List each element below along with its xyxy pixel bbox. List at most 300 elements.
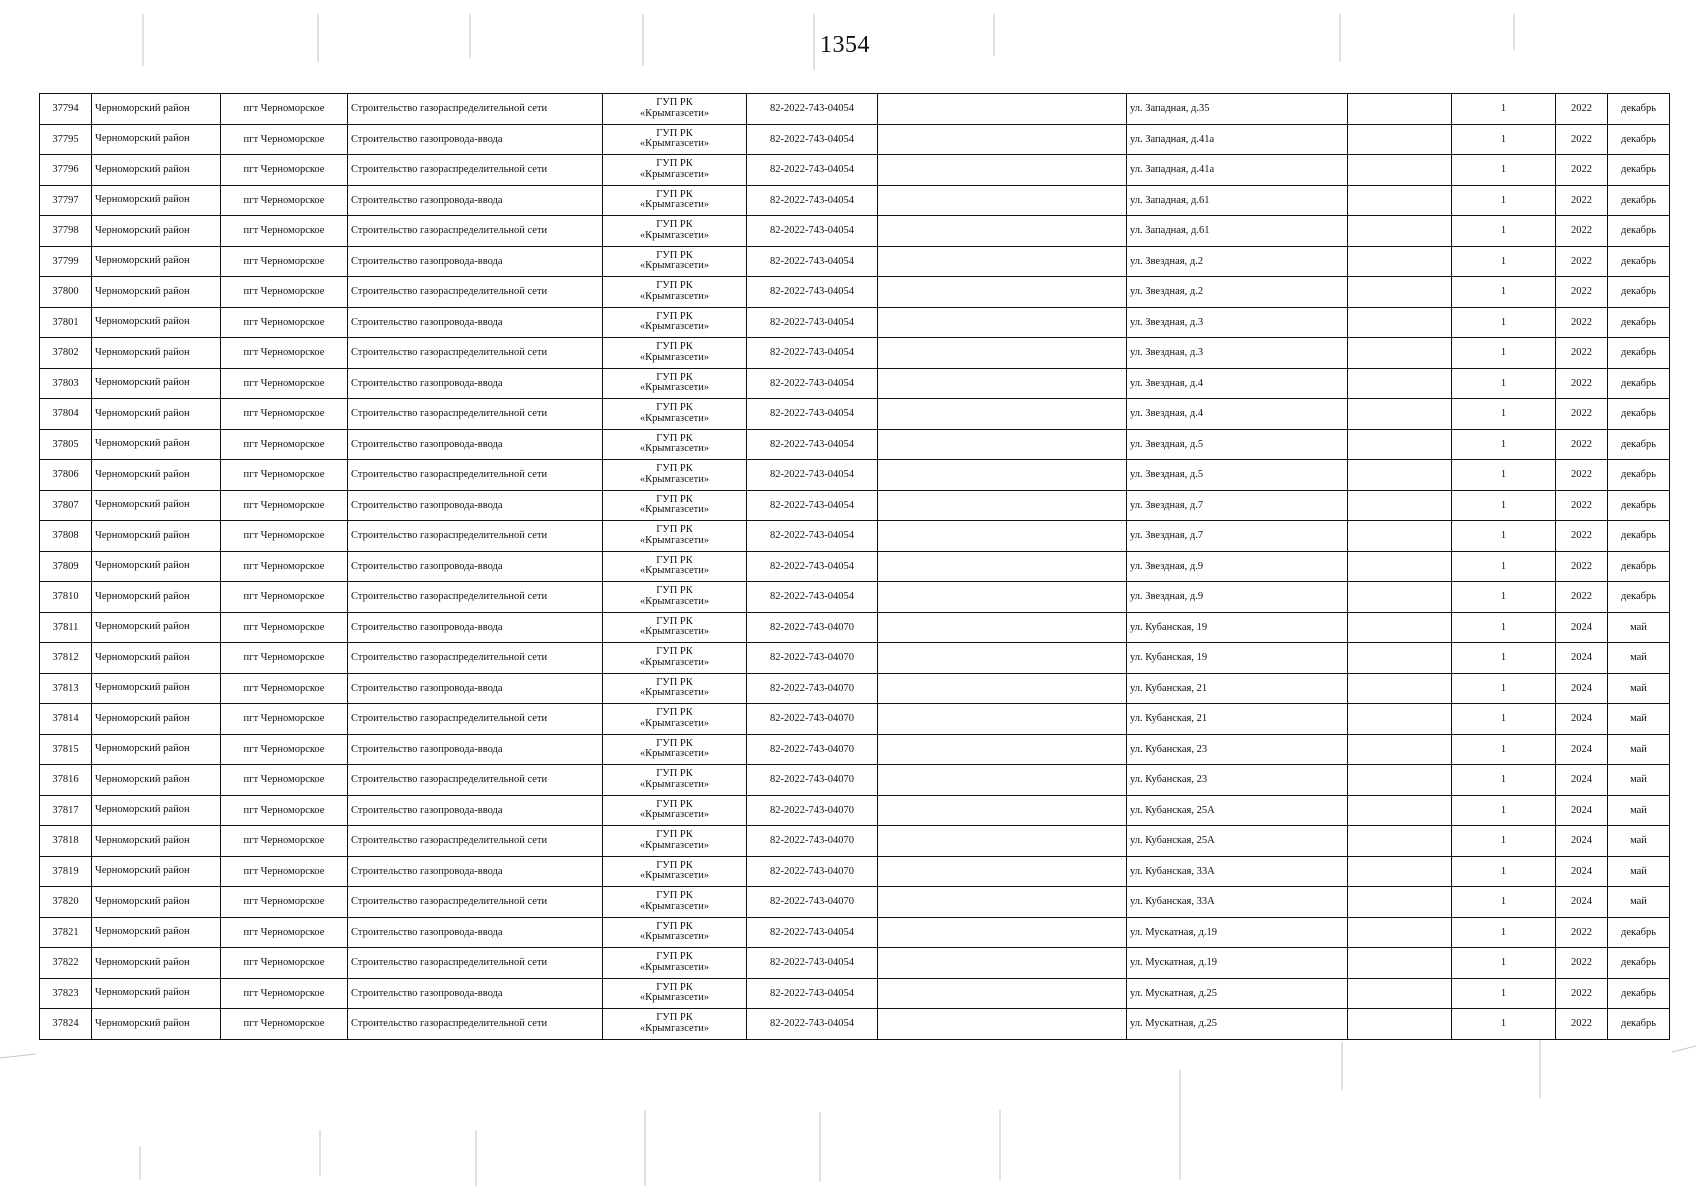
year-cell: 2024: [1556, 704, 1608, 735]
district-cell: Черноморский район: [92, 795, 221, 826]
month-cell: декабрь: [1608, 582, 1670, 613]
row-number-cell: 37816: [40, 765, 92, 796]
month-cell: декабрь: [1608, 216, 1670, 247]
settlement-cell: пгт Черноморское: [221, 551, 348, 582]
organization-line-1: ГУП РК: [656, 310, 693, 322]
empty-cell: [878, 856, 1127, 887]
organization-line-2: «Крымгазсети»: [639, 992, 710, 1004]
year-cell: 2022: [1556, 94, 1608, 125]
organization-line-2: «Крымгазсети»: [639, 473, 710, 485]
table-row: [40, 704, 1670, 735]
organization-line-1: ГУП РК: [656, 859, 693, 871]
address-cell: ул. Звездная, д.3: [1127, 307, 1348, 338]
row-number-cell: 37797: [40, 185, 92, 216]
organization-line-1: ГУП РК: [656, 341, 693, 353]
empty-cell: [1348, 856, 1452, 887]
empty-cell: [1348, 612, 1452, 643]
registry-body: [40, 94, 1670, 1040]
row-number-cell: 37795: [40, 124, 92, 155]
program-code-cell: 82-2022-743-04054: [747, 490, 878, 521]
organization-cell: [603, 795, 747, 826]
organization-line-1: ГУП РК: [656, 97, 693, 109]
organization-line-1: ГУП РК: [656, 737, 693, 749]
address-cell: ул. Кубанская, 23: [1127, 734, 1348, 765]
empty-cell: [1348, 155, 1452, 186]
row-number-cell: 37805: [40, 429, 92, 460]
address-cell: ул. Кубанская, 25А: [1127, 795, 1348, 826]
organization-line-1: ГУП РК: [656, 463, 693, 475]
address-cell: ул. Западная, д.35: [1127, 94, 1348, 125]
organization-line-1: ГУП РК: [656, 585, 693, 597]
settlement-cell: пгт Черноморское: [221, 94, 348, 125]
quantity-cell: 1: [1452, 429, 1556, 460]
empty-cell: [1348, 917, 1452, 948]
organization-line-1: ГУП РК: [656, 432, 693, 444]
organization-line-1: ГУП РК: [656, 920, 693, 932]
settlement-cell: пгт Черноморское: [221, 612, 348, 643]
program-code-cell: 82-2022-743-04070: [747, 673, 878, 704]
empty-cell: [1348, 978, 1452, 1009]
organization-line-2: «Крымгазсети»: [639, 107, 710, 119]
district-cell: Черноморский район: [92, 765, 221, 796]
empty-cell: [1348, 307, 1452, 338]
quantity-cell: 1: [1452, 734, 1556, 765]
month-cell: декабрь: [1608, 94, 1670, 125]
empty-cell: [878, 673, 1127, 704]
district-cell: Черноморский район: [92, 643, 221, 674]
work-type-cell: Строительство газопровода-ввода: [348, 551, 603, 582]
month-cell: май: [1608, 887, 1670, 918]
address-cell: ул. Звездная, д.7: [1127, 490, 1348, 521]
program-code-cell: 82-2022-743-04054: [747, 338, 878, 369]
district-cell: Черноморский район: [92, 94, 221, 125]
empty-cell: [1348, 216, 1452, 247]
empty-cell: [878, 124, 1127, 155]
row-number-cell: 37803: [40, 368, 92, 399]
organization-line-1: ГУП РК: [656, 524, 693, 536]
work-type-cell: Строительство газопровода-ввода: [348, 795, 603, 826]
work-type-cell: Строительство газопровода-ввода: [348, 856, 603, 887]
table-row: [40, 521, 1670, 552]
work-type-cell: Строительство газораспределительной сети: [348, 765, 603, 796]
quantity-cell: 1: [1452, 155, 1556, 186]
district-cell: Черноморский район: [92, 521, 221, 552]
table-row: [40, 216, 1670, 247]
organization-line-2: «Крымгазсети»: [639, 504, 710, 516]
table-row: [40, 643, 1670, 674]
month-cell: декабрь: [1608, 307, 1670, 338]
year-cell: 2022: [1556, 582, 1608, 613]
organization-line-1: ГУП РК: [656, 646, 693, 658]
empty-cell: [878, 399, 1127, 430]
row-number-cell: 37798: [40, 216, 92, 247]
empty-cell: [1348, 521, 1452, 552]
empty-cell: [878, 887, 1127, 918]
district-cell: Черноморский район: [92, 216, 221, 247]
organization-line-2: «Крымгазсети»: [639, 626, 710, 638]
organization-cell: [603, 612, 747, 643]
organization-line-2: «Крымгазсети»: [639, 321, 710, 333]
district-cell: Черноморский район: [92, 917, 221, 948]
empty-cell: [878, 734, 1127, 765]
year-cell: 2022: [1556, 978, 1608, 1009]
district-cell: Черноморский район: [92, 155, 221, 186]
table-row: [40, 460, 1670, 491]
district-cell: Черноморский район: [92, 246, 221, 277]
empty-cell: [878, 917, 1127, 948]
quantity-cell: 1: [1452, 917, 1556, 948]
empty-cell: [878, 460, 1127, 491]
program-code-cell: 82-2022-743-04054: [747, 277, 878, 308]
work-type-cell: Строительство газопровода-ввода: [348, 124, 603, 155]
quantity-cell: 1: [1452, 460, 1556, 491]
quantity-cell: 1: [1452, 246, 1556, 277]
organization-line-1: ГУП РК: [656, 219, 693, 231]
district-cell: Черноморский район: [92, 490, 221, 521]
organization-line-2: «Крымгазсети»: [639, 687, 710, 699]
month-cell: декабрь: [1608, 338, 1670, 369]
empty-cell: [1348, 399, 1452, 430]
quantity-cell: 1: [1452, 94, 1556, 125]
organization-cell: [603, 643, 747, 674]
year-cell: 2022: [1556, 277, 1608, 308]
month-cell: май: [1608, 826, 1670, 857]
month-cell: декабрь: [1608, 917, 1670, 948]
row-number-cell: 37804: [40, 399, 92, 430]
month-cell: май: [1608, 704, 1670, 735]
settlement-cell: пгт Черноморское: [221, 917, 348, 948]
district-cell: Черноморский район: [92, 948, 221, 979]
quantity-cell: 1: [1452, 826, 1556, 857]
table-row: [40, 155, 1670, 186]
organization-cell: [603, 124, 747, 155]
organization-line-1: ГУП РК: [656, 402, 693, 414]
address-cell: ул. Мускатная, д.25: [1127, 978, 1348, 1009]
empty-cell: [1348, 582, 1452, 613]
district-cell: Черноморский район: [92, 277, 221, 308]
empty-cell: [878, 795, 1127, 826]
table-row: [40, 826, 1670, 857]
program-code-cell: 82-2022-743-04054: [747, 917, 878, 948]
month-cell: декабрь: [1608, 429, 1670, 460]
organization-line-1: ГУП РК: [656, 981, 693, 993]
row-number-cell: 37801: [40, 307, 92, 338]
empty-cell: [878, 1009, 1127, 1040]
settlement-cell: пгт Черноморское: [221, 826, 348, 857]
organization-line-1: ГУП РК: [656, 829, 693, 841]
district-cell: Черноморский район: [92, 826, 221, 857]
address-cell: ул. Кубанская, 19: [1127, 643, 1348, 674]
organization-line-2: «Крымгазсети»: [639, 778, 710, 790]
program-code-cell: 82-2022-743-04070: [747, 826, 878, 857]
table-row: [40, 429, 1670, 460]
organization-cell: [603, 1009, 747, 1040]
year-cell: 2022: [1556, 948, 1608, 979]
row-number-cell: 37811: [40, 612, 92, 643]
year-cell: 2022: [1556, 246, 1608, 277]
work-type-cell: Строительство газораспределительной сети: [348, 582, 603, 613]
row-number-cell: 37819: [40, 856, 92, 887]
settlement-cell: пгт Черноморское: [221, 216, 348, 247]
settlement-cell: пгт Черноморское: [221, 978, 348, 1009]
organization-line-2: «Крымгазсети»: [639, 961, 710, 973]
work-type-cell: Строительство газопровода-ввода: [348, 917, 603, 948]
empty-cell: [878, 978, 1127, 1009]
organization-cell: [603, 460, 747, 491]
table-row: [40, 856, 1670, 887]
organization-line-2: «Крымгазсети»: [639, 931, 710, 943]
settlement-cell: пгт Черноморское: [221, 399, 348, 430]
quantity-cell: 1: [1452, 124, 1556, 155]
row-number-cell: 37820: [40, 887, 92, 918]
work-type-cell: Строительство газораспределительной сети: [348, 94, 603, 125]
year-cell: 2022: [1556, 551, 1608, 582]
settlement-cell: пгт Черноморское: [221, 185, 348, 216]
year-cell: 2022: [1556, 216, 1608, 247]
program-code-cell: 82-2022-743-04070: [747, 704, 878, 735]
row-number-cell: 37812: [40, 643, 92, 674]
work-type-cell: Строительство газопровода-ввода: [348, 185, 603, 216]
month-cell: май: [1608, 765, 1670, 796]
district-cell: Черноморский район: [92, 673, 221, 704]
organization-line-2: «Крымгазсети»: [639, 168, 710, 180]
organization-cell: [603, 917, 747, 948]
district-cell: Черноморский район: [92, 399, 221, 430]
year-cell: 2022: [1556, 521, 1608, 552]
organization-line-2: «Крымгазсети»: [639, 900, 710, 912]
address-cell: ул. Звездная, д.9: [1127, 551, 1348, 582]
organization-line-2: «Крымгазсети»: [639, 1022, 710, 1034]
program-code-cell: 82-2022-743-04054: [747, 948, 878, 979]
organization-line-1: ГУП РК: [656, 768, 693, 780]
address-cell: ул. Кубанская, 33А: [1127, 856, 1348, 887]
organization-line-1: ГУП РК: [656, 554, 693, 566]
month-cell: май: [1608, 734, 1670, 765]
address-cell: ул. Кубанская, 23: [1127, 765, 1348, 796]
row-number-cell: 37810: [40, 582, 92, 613]
row-number-cell: 37802: [40, 338, 92, 369]
address-cell: ул. Звездная, д.5: [1127, 429, 1348, 460]
empty-cell: [1348, 277, 1452, 308]
settlement-cell: пгт Черноморское: [221, 582, 348, 613]
settlement-cell: пгт Черноморское: [221, 521, 348, 552]
table-row: [40, 94, 1670, 125]
row-number-cell: 37809: [40, 551, 92, 582]
organization-line-1: ГУП РК: [656, 798, 693, 810]
empty-cell: [878, 521, 1127, 552]
program-code-cell: 82-2022-743-04054: [747, 94, 878, 125]
program-code-cell: 82-2022-743-04070: [747, 856, 878, 887]
row-number-cell: 37800: [40, 277, 92, 308]
row-number-cell: 37794: [40, 94, 92, 125]
organization-line-2: «Крымгазсети»: [639, 656, 710, 668]
year-cell: 2024: [1556, 612, 1608, 643]
table-row: [40, 551, 1670, 582]
empty-cell: [878, 307, 1127, 338]
year-cell: 2022: [1556, 399, 1608, 430]
settlement-cell: пгт Черноморское: [221, 307, 348, 338]
district-cell: Черноморский район: [92, 368, 221, 399]
empty-cell: [878, 429, 1127, 460]
work-type-cell: Строительство газораспределительной сети: [348, 216, 603, 247]
row-number-cell: 37822: [40, 948, 92, 979]
program-code-cell: 82-2022-743-04054: [747, 307, 878, 338]
settlement-cell: пгт Черноморское: [221, 887, 348, 918]
organization-line-2: «Крымгазсети»: [639, 290, 710, 302]
organization-cell: [603, 887, 747, 918]
empty-cell: [1348, 246, 1452, 277]
row-number-cell: 37806: [40, 460, 92, 491]
district-cell: Черноморский район: [92, 704, 221, 735]
settlement-cell: пгт Черноморское: [221, 429, 348, 460]
program-code-cell: 82-2022-743-04054: [747, 429, 878, 460]
row-number-cell: 37814: [40, 704, 92, 735]
settlement-cell: пгт Черноморское: [221, 490, 348, 521]
district-cell: Черноморский район: [92, 460, 221, 491]
settlement-cell: пгт Черноморское: [221, 277, 348, 308]
year-cell: 2024: [1556, 795, 1608, 826]
organization-line-1: ГУП РК: [656, 493, 693, 505]
organization-line-2: «Крымгазсети»: [639, 534, 710, 546]
program-code-cell: 82-2022-743-04070: [747, 612, 878, 643]
organization-line-1: ГУП РК: [656, 615, 693, 627]
organization-cell: [603, 521, 747, 552]
district-cell: Черноморский район: [92, 338, 221, 369]
table-row: [40, 795, 1670, 826]
address-cell: ул. Мускатная, д.19: [1127, 917, 1348, 948]
organization-cell: [603, 246, 747, 277]
organization-line-2: «Крымгазсети»: [639, 870, 710, 882]
settlement-cell: пгт Черноморское: [221, 643, 348, 674]
work-type-cell: Строительство газопровода-ввода: [348, 673, 603, 704]
address-cell: ул. Звездная, д.3: [1127, 338, 1348, 369]
quantity-cell: 1: [1452, 978, 1556, 1009]
row-number-cell: 37799: [40, 246, 92, 277]
quantity-cell: 1: [1452, 216, 1556, 247]
table-row: [40, 338, 1670, 369]
month-cell: декабрь: [1608, 124, 1670, 155]
empty-cell: [878, 155, 1127, 186]
district-cell: Черноморский район: [92, 887, 221, 918]
row-number-cell: 37807: [40, 490, 92, 521]
empty-cell: [878, 246, 1127, 277]
organization-line-2: «Крымгазсети»: [639, 717, 710, 729]
table-row: [40, 887, 1670, 918]
table-row: [40, 490, 1670, 521]
quantity-cell: 1: [1452, 795, 1556, 826]
month-cell: декабрь: [1608, 551, 1670, 582]
year-cell: 2022: [1556, 490, 1608, 521]
year-cell: 2022: [1556, 338, 1608, 369]
empty-cell: [1348, 124, 1452, 155]
empty-cell: [878, 765, 1127, 796]
page-number: 1354: [820, 32, 870, 58]
work-type-cell: Строительство газораспределительной сети: [348, 643, 603, 674]
work-type-cell: Строительство газораспределительной сети: [348, 460, 603, 491]
month-cell: май: [1608, 795, 1670, 826]
work-type-cell: Строительство газопровода-ввода: [348, 307, 603, 338]
quantity-cell: 1: [1452, 551, 1556, 582]
address-cell: ул. Звездная, д.2: [1127, 277, 1348, 308]
organization-cell: [603, 94, 747, 125]
address-cell: ул. Кубанская, 21: [1127, 704, 1348, 735]
program-code-cell: 82-2022-743-04054: [747, 155, 878, 186]
year-cell: 2024: [1556, 643, 1608, 674]
address-cell: ул. Звездная, д.4: [1127, 399, 1348, 430]
address-cell: ул. Звездная, д.4: [1127, 368, 1348, 399]
month-cell: декабрь: [1608, 948, 1670, 979]
row-number-cell: 37813: [40, 673, 92, 704]
month-cell: декабрь: [1608, 399, 1670, 430]
organization-line-2: «Крымгазсети»: [639, 412, 710, 424]
program-code-cell: 82-2022-743-04070: [747, 887, 878, 918]
address-cell: ул. Мускатная, д.25: [1127, 1009, 1348, 1040]
quantity-cell: 1: [1452, 765, 1556, 796]
district-cell: Черноморский район: [92, 582, 221, 613]
organization-line-2: «Крымгазсети»: [639, 595, 710, 607]
empty-cell: [1348, 490, 1452, 521]
settlement-cell: пгт Черноморское: [221, 856, 348, 887]
settlement-cell: пгт Черноморское: [221, 368, 348, 399]
year-cell: 2022: [1556, 307, 1608, 338]
month-cell: декабрь: [1608, 277, 1670, 308]
address-cell: ул. Кубанская, 19: [1127, 612, 1348, 643]
address-cell: ул. Западная, д.41а: [1127, 155, 1348, 186]
empty-cell: [878, 582, 1127, 613]
month-cell: декабрь: [1608, 460, 1670, 491]
organization-cell: [603, 307, 747, 338]
empty-cell: [878, 338, 1127, 369]
organization-cell: [603, 765, 747, 796]
program-code-cell: 82-2022-743-04070: [747, 643, 878, 674]
program-code-cell: 82-2022-743-04054: [747, 460, 878, 491]
table-row: [40, 673, 1670, 704]
year-cell: 2024: [1556, 673, 1608, 704]
empty-cell: [878, 643, 1127, 674]
empty-cell: [1348, 673, 1452, 704]
month-cell: декабрь: [1608, 246, 1670, 277]
organization-cell: [603, 582, 747, 613]
settlement-cell: пгт Черноморское: [221, 155, 348, 186]
organization-cell: [603, 948, 747, 979]
organization-line-2: «Крымгазсети»: [639, 138, 710, 150]
quantity-cell: 1: [1452, 856, 1556, 887]
month-cell: май: [1608, 856, 1670, 887]
year-cell: 2024: [1556, 734, 1608, 765]
month-cell: декабрь: [1608, 1009, 1670, 1040]
month-cell: декабрь: [1608, 368, 1670, 399]
row-number-cell: 37815: [40, 734, 92, 765]
table-row: [40, 124, 1670, 155]
organization-cell: [603, 185, 747, 216]
organization-line-2: «Крымгазсети»: [639, 351, 710, 363]
work-type-cell: Строительство газопровода-ввода: [348, 734, 603, 765]
year-cell: 2022: [1556, 460, 1608, 491]
address-cell: ул. Звездная, д.5: [1127, 460, 1348, 491]
organization-cell: [603, 368, 747, 399]
program-code-cell: 82-2022-743-04054: [747, 521, 878, 552]
organization-line-2: «Крымгазсети»: [639, 260, 710, 272]
district-cell: Черноморский район: [92, 551, 221, 582]
empty-cell: [878, 826, 1127, 857]
settlement-cell: пгт Черноморское: [221, 246, 348, 277]
organization-line-1: ГУП РК: [656, 951, 693, 963]
quantity-cell: 1: [1452, 338, 1556, 369]
district-cell: Черноморский район: [92, 856, 221, 887]
program-code-cell: 82-2022-743-04054: [747, 124, 878, 155]
row-number-cell: 37824: [40, 1009, 92, 1040]
quantity-cell: 1: [1452, 1009, 1556, 1040]
